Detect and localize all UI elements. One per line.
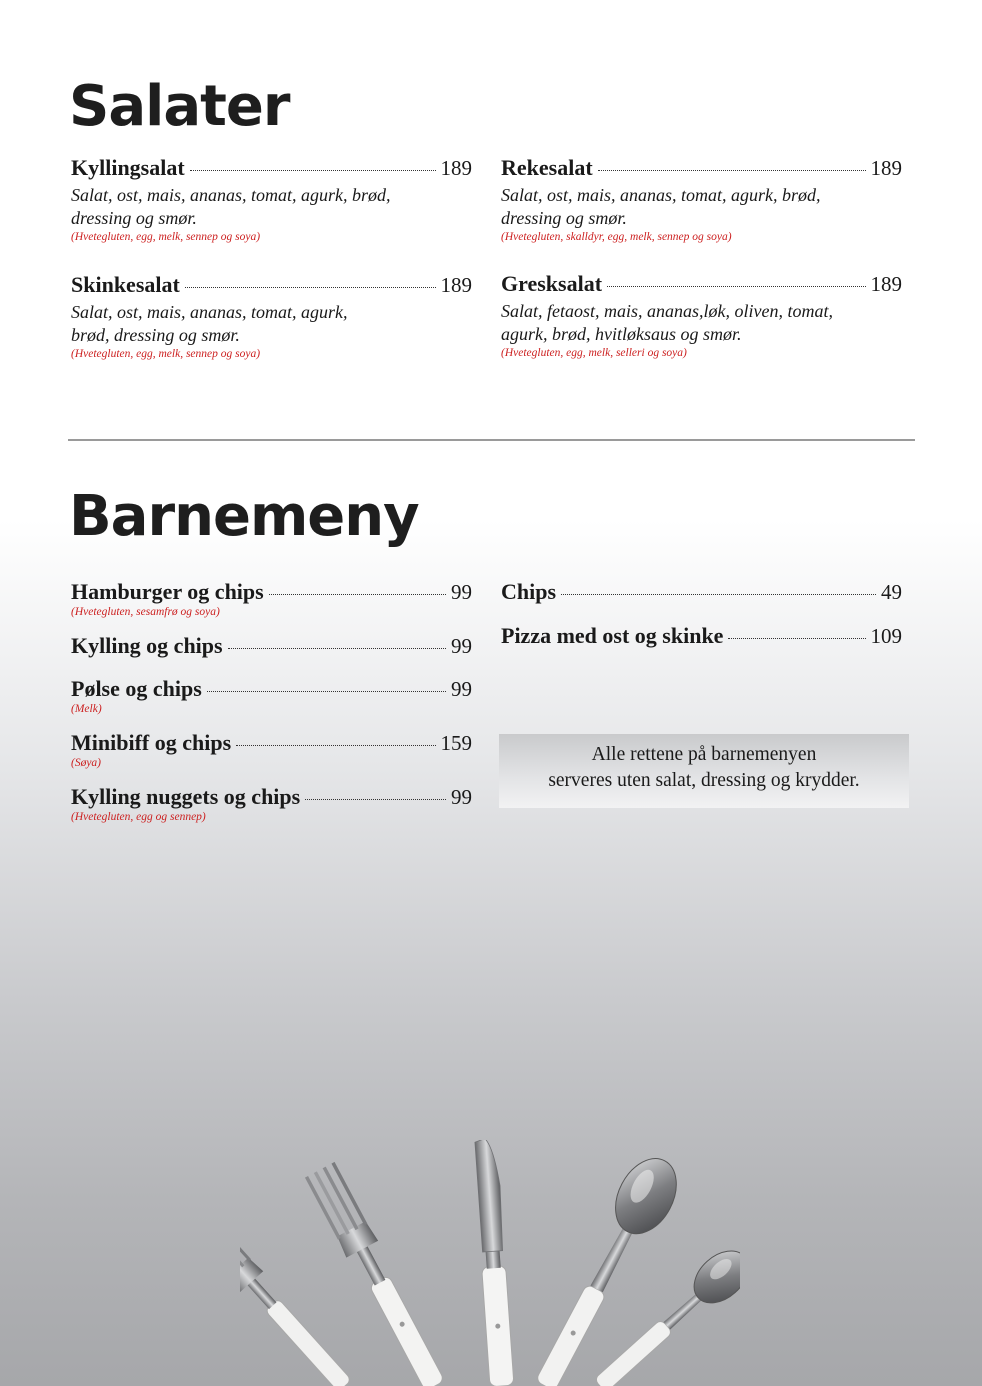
section-divider [68, 439, 915, 441]
menu-item-pizza [501, 623, 902, 649]
leader-dots [228, 648, 446, 649]
menu-item-polse [71, 676, 472, 716]
item-allergens: (Hvetegluten, skalldyr, egg, melk, sennep og soya) [501, 231, 732, 243]
menu-item-kylling [71, 633, 472, 659]
menu-item-minibiff [71, 730, 472, 770]
item-allergens: (Hvetegluten, egg, melk, sennep og soya) [71, 231, 261, 243]
item-price: 49 [881, 580, 902, 604]
item-price: 99 [451, 634, 472, 658]
leader-dots [728, 638, 865, 639]
item-allergens: (Hvetegluten, sesamfrø og soya) [71, 606, 220, 618]
leader-dots [607, 286, 865, 287]
menu-item-rekesalat [501, 155, 902, 244]
cutlery-illustration [240, 1140, 740, 1386]
item-price: 189 [440, 156, 472, 180]
item-name: Gresksalat [501, 271, 603, 296]
leader-dots [190, 170, 436, 171]
item-price: 99 [451, 677, 472, 701]
item-description: Salat, ost, mais, ananas, tomat, agurk, brød, dressing og smør. [71, 302, 348, 345]
item-name: Pizza med ost og skinke [501, 623, 724, 648]
menu-item-chips [501, 579, 902, 605]
item-allergens: (Hvetegluten, egg, melk, selleri og soya) [501, 347, 687, 359]
salater-heading: Salater [69, 74, 290, 139]
leader-dots [269, 594, 446, 595]
leader-dots [561, 594, 876, 595]
item-price: 189 [870, 156, 902, 180]
knife-icon [473, 1140, 514, 1386]
item-price: 159 [440, 731, 472, 755]
item-name: Hamburger og chips [71, 579, 264, 604]
item-allergens: (Melk) [71, 703, 102, 715]
item-name: Rekesalat [501, 155, 593, 180]
item-price: 189 [870, 272, 902, 296]
item-name: Chips [501, 579, 557, 604]
menu-item-nuggets [71, 784, 472, 824]
menu-item-gresksalat [501, 271, 902, 360]
item-name: Skinkesalat [71, 272, 180, 297]
item-name: Minibiff og chips [71, 730, 232, 755]
item-name: Kylling og chips [71, 633, 223, 658]
barnemeny-note: Alle rettene på barnemenyen serveres uten salat, dressing og krydder. [499, 734, 909, 808]
item-price: 99 [451, 580, 472, 604]
item-name: Kylling nuggets og chips [71, 784, 301, 809]
menu-item-hamburger [71, 579, 472, 619]
item-description: Salat, fetaost, mais, ananas,løk, oliven, tomat, agurk, brød, hvitløksaus og smør. [501, 301, 833, 344]
item-name: Kyllingsalat [71, 155, 185, 180]
menu-item-skinkesalat [71, 272, 472, 361]
leader-dots [305, 799, 446, 800]
leader-dots [598, 170, 866, 171]
menu-item-kyllingsalat [71, 155, 472, 244]
spoon-icon [521, 1148, 688, 1386]
leader-dots [236, 745, 435, 746]
item-allergens: (Hvetegluten, egg, melk, sennep og soya) [71, 348, 261, 360]
item-price: 189 [440, 273, 472, 297]
item-allergens: (Hvetegluten, egg og sennep) [71, 811, 206, 823]
item-description: Salat, ost, mais, ananas, tomat, agurk, brød, dressing og smør. [501, 185, 821, 228]
item-description: Salat, ost, mais, ananas, tomat, agurk, brød, dressing og smør. [71, 185, 391, 228]
barnemeny-heading: Barnemeny [69, 484, 419, 549]
item-price: 109 [870, 624, 902, 648]
leader-dots [185, 287, 436, 288]
item-name: Pølse og chips [71, 676, 202, 701]
item-allergens: (Søya) [71, 757, 102, 769]
leader-dots [207, 691, 446, 692]
item-price: 99 [451, 785, 472, 809]
